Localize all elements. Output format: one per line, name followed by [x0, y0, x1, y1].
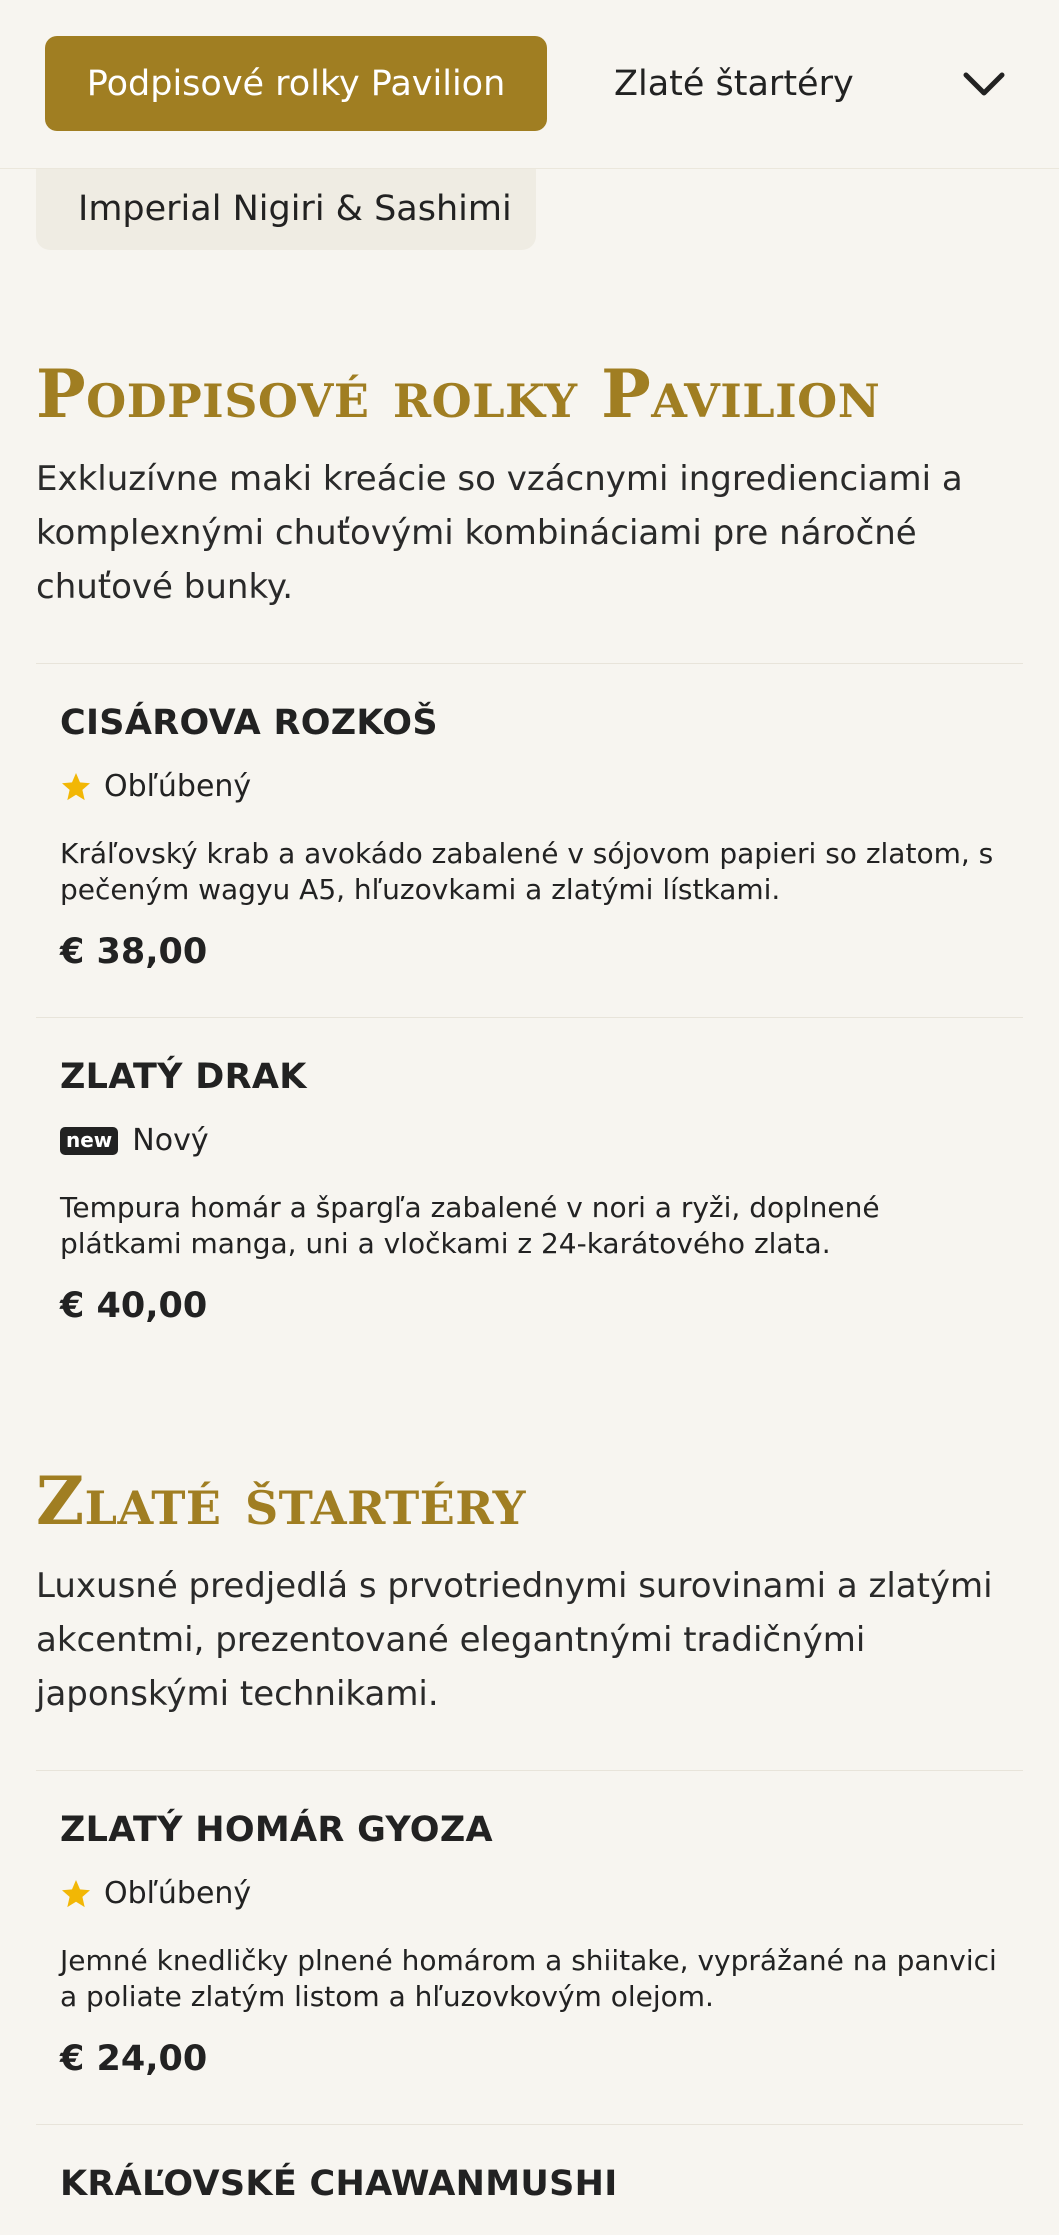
menu-item[interactable]	[60, 2164, 1000, 2204]
item-name: KRÁĽOVSKÉ CHAWANMUSHI	[60, 2164, 618, 2204]
item-name: ZLATÝ DRAK	[60, 1057, 307, 1097]
new-tag: new	[60, 1127, 118, 1155]
menu-item[interactable]	[60, 1810, 1000, 2079]
section-description: Luxusné predjedlá s prvotriednymi surovinami a zlatými akcentmi, prezentované elegantnými tradičnými japonskými technikami.	[36, 1566, 993, 1714]
star-icon	[60, 771, 92, 803]
divider	[36, 2124, 1023, 2125]
menu-item[interactable]	[60, 1057, 1000, 1326]
star-icon	[60, 1878, 92, 1910]
divider	[36, 1017, 1023, 1018]
category-chip-active[interactable]: Podpisové rolky Pavilion	[45, 36, 547, 131]
divider	[36, 663, 1023, 664]
category-nav	[0, 0, 1059, 169]
item-description: Jemné knedličky plnené homárom a shiitake, vyprážané na panvici a poliate zlatým listom a hľuzovkovým olejom.	[60, 1944, 997, 2013]
section-description: Exkluzívne maki kreácie so vzácnymi ingredienciami a komplexnými chuťovými kombináciami pre náročné chuťové bunky.	[36, 459, 963, 607]
badge-label: Obľúbený	[104, 1876, 252, 1911]
chevron-down-icon[interactable]	[958, 58, 1010, 110]
item-description: Tempura homár a špargľa zabalené v nori a ryži, doplnené plátkami manga, uni a vločkami z 24-karátového zlata.	[60, 1191, 880, 1260]
category-chip-zlate-startery[interactable]: Zlaté štartéry	[614, 63, 854, 104]
item-price: € 38,00	[60, 932, 208, 972]
section-title: Zlaté štartéry	[36, 1462, 526, 1540]
divider	[36, 1770, 1023, 1771]
item-name: ZLATÝ HOMÁR GYOZA	[60, 1810, 493, 1850]
menu-item[interactable]	[60, 703, 1000, 972]
item-name: CISÁROVA ROZKOŠ	[60, 703, 438, 743]
badge-label: Nový	[132, 1123, 209, 1158]
item-description: Kráľovský krab a avokádo zabalené v sójovom papieri so zlatom, s pečeným wagyu A5, hľuzovkami a zlatými lístkami.	[60, 837, 994, 906]
category-chip-imperial-nigiri[interactable]: Imperial Nigiri & Sashimi	[36, 168, 536, 250]
item-badge	[60, 1123, 1000, 1158]
item-price: € 40,00	[60, 1286, 208, 1326]
item-badge	[60, 769, 1000, 804]
item-badge	[60, 1876, 1000, 1911]
item-price: € 24,00	[60, 2039, 208, 2079]
section-title: Podpisové rolky Pavilion	[36, 355, 881, 433]
badge-label: Obľúbený	[104, 769, 252, 804]
